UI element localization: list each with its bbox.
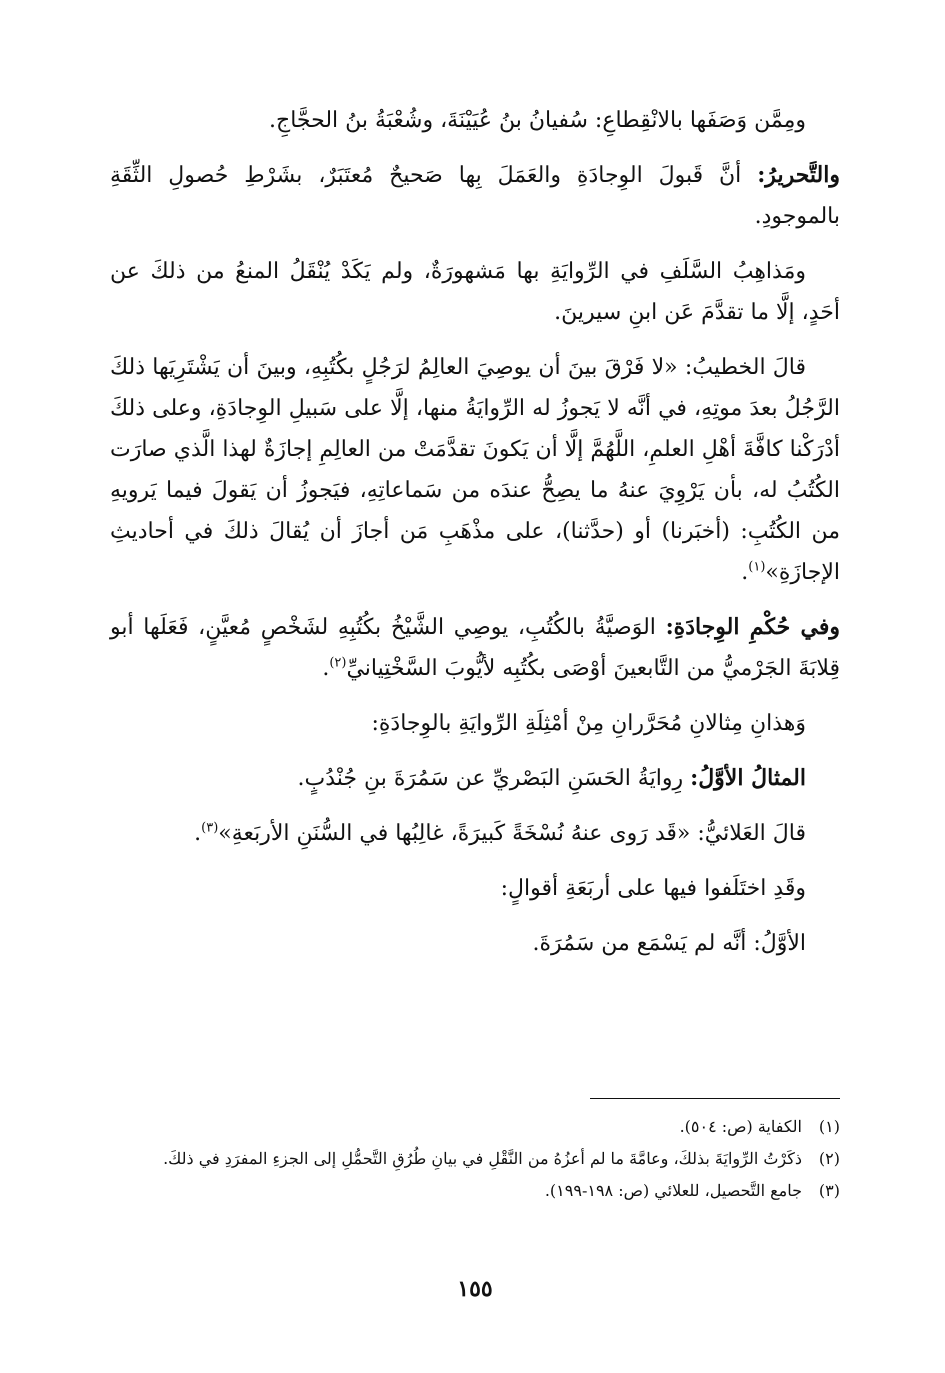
- paragraph-7: [110, 758, 840, 799]
- footnote-text: جامع التَّحصيل، للعلائي (ص: ١٩٨-١٩٩).: [544, 1181, 802, 1200]
- paragraph-1: [110, 100, 840, 141]
- footnote-1: [110, 1112, 840, 1142]
- paragraph-6: [110, 703, 840, 744]
- footnotes: [110, 1112, 840, 1208]
- paragraph-8: [110, 813, 840, 854]
- page-number: ١٥٥: [457, 1276, 493, 1302]
- paragraph-4-end: .: [741, 560, 749, 585]
- paragraph-5: [110, 607, 840, 689]
- footnote-ref-1[interactable]: (١): [748, 559, 766, 575]
- page: [110, 100, 840, 1302]
- footnote-number: (١): [818, 1117, 840, 1136]
- paragraph-3: [110, 251, 840, 333]
- footnote-separator: [590, 1098, 840, 1099]
- paragraph-9-text: وقَدِ اختَلَفوا فيها على أربَعَةِ أقوالٍ:: [500, 876, 806, 901]
- footnote-ref-2[interactable]: (٢): [329, 655, 347, 671]
- paragraph-3-text: ومَذاهِبُ السَّلَفِ في الرِّوايَةِ بها مَشهورَةٌ، ولم يَكَدْ يُنْقَلُ المنعُ من ذلكَ عن أحَدٍ، إلَّا ما تقدَّمَ عَن ابنِ سيرينَ.: [110, 259, 840, 325]
- paragraph-10-text: الأوَّلُ: أنَّه لم يَسْمَع من سَمُرَةَ.: [532, 931, 806, 956]
- paragraph-7-text: رِوايَةُ الحَسَنِ البَصْريِّ عن سَمُرَةَ بنِ جُنْدُبٍ.: [297, 766, 691, 791]
- footnote-text: ذكَرْتُ الرِّوايَةَ بذلكَ، وعامَّةَ ما لم أعزُهُ من النَّقْلِ في بيانِ طُرُقِ التَّحمُّلِ إلى الجزءِ المفرَدِ في ذلكَ.: [163, 1149, 802, 1168]
- paragraph-5-text: الوَصيَّةُ بالكُتُبِ، يوصِي الشَّيْخُ بكُتُبِهِ لشَخْصٍ مُعيَّنٍ، فَعَلَها أبو قِلابَةَ الجَرْميُّ من التَّابعينَ أوْصَى بكُتُبِه لأيُّوبَ السَّخْتِيانيِّ: [110, 615, 840, 681]
- paragraph-10: [110, 923, 840, 964]
- paragraph-9: [110, 868, 840, 909]
- paragraph-5-end: .: [322, 656, 330, 681]
- paragraph-2-term: والتَّحريرُ:: [757, 162, 840, 188]
- paragraph-7-term: المثالُ الأوَّلُ:: [690, 765, 806, 791]
- paragraph-2-text: أنَّ قَبولَ الوِجادَةِ والعَمَلَ بِها صَحيحٌ مُعتَبَرٌ، بشَرْطِ حُصولِ الثِّقَةِ بالموجودِ.: [110, 163, 840, 229]
- footnote-number: (٢): [818, 1149, 840, 1168]
- paragraph-5-term: وفي حُكْمِ الوِجادَةِ:: [665, 614, 840, 640]
- paragraph-8-text: قالَ العَلائيُّ: «قَد رَوى عنهُ نُسْخَةً كَبيرَةً، غالِبُها في السُّنَنِ الأربَعةِ»: [218, 821, 806, 846]
- footnote-2: [110, 1144, 840, 1174]
- footnote-text: الكفاية (ص: ٥٠٤).: [679, 1117, 802, 1136]
- paragraph-6-text: وَهذانِ مِثالانِ مُحَرَّرانِ مِنْ أمْثِلَةِ الرِّوايَةِ بالوِجادَةِ:: [371, 711, 806, 736]
- footnote-3: [110, 1176, 840, 1206]
- footnote-number: (٣): [818, 1181, 840, 1200]
- paragraph-4-text: قالَ الخطيبُ: «لا فَرْقَ بينَ أن يوصِيَ العالِمُ لرَجُلٍ بكُتُبِهِ، وبينَ أن يَشْتَرِيَها ذلكَ الرَّجُلُ بعدَ موتِهِ، في أنَّه لا يَجوزُ له الرِّوايَةُ منها، إلَّا على سَبيلِ الوِجادَةِ، وعلى ذلكَ أدْرَكْنا كافَّةَ أهْلِ العلمِ، اللَّهُمَّ إلَّا أن يَكونَ تقدَّمَتْ من العالِمِ إجازَةٌ لهذا الَّذي صارَت الكُتُبُ له، بأن يَرْوِيَ عنهُ ما يصِحُّ عندَه من سَماعاتِهِ، فيَجوزُ أن يَقولَ فيما يَرويهِ من الكُتُبِ: (أخبَرنا) أو (حدَّثنا)، على مذْهَبِ مَن أجازَ أن يُقالَ ذلكَ في أحاديثِ الإجازَةِ»: [110, 355, 840, 585]
- paragraph-2: [110, 155, 840, 237]
- footnote-ref-3[interactable]: (٣): [201, 820, 219, 836]
- paragraph-4: [110, 347, 840, 593]
- paragraph-1-text: ومِمَّن وَصَفَها بالانْقِطاعِ: سُفيانُ بنُ عُيَيْنَةَ، وشُعْبَةُ بنُ الحجَّاجِ.: [269, 108, 806, 133]
- paragraph-8-end: .: [194, 821, 202, 846]
